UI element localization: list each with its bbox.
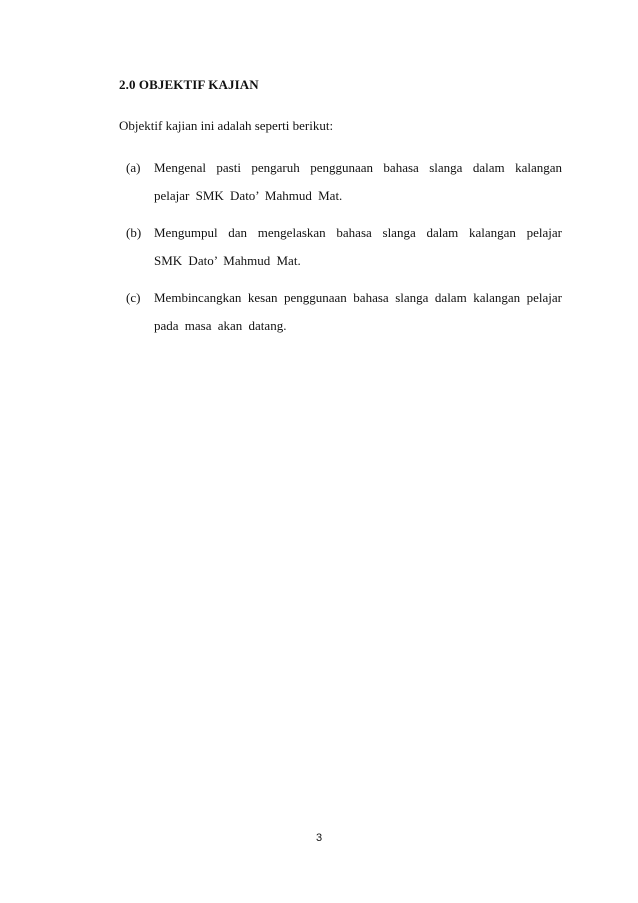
- objective-text: Membincangkan kesan penggunaan bahasa slanga dalam kalangan pelajar pada masa akan datang.: [154, 290, 562, 333]
- section-heading: 2.0 OBJEKTIF KAJIAN: [119, 77, 259, 92]
- intro-paragraph: Objektif kajian ini adalah seperti berikut:: [119, 118, 334, 133]
- objective-text: Mengumpul dan mengelaskan bahasa slanga dalam kalangan pelajar SMK Dato’ Mahmud Mat.: [154, 225, 562, 268]
- objective-item-b: [126, 219, 562, 275]
- objective-marker: (c): [126, 290, 141, 305]
- objective-marker: (b): [126, 225, 142, 240]
- objective-item-a: [126, 154, 562, 210]
- objective-item-c: [126, 284, 562, 340]
- page-number: 3: [315, 832, 323, 844]
- objectives-list: [126, 154, 562, 349]
- objective-marker: (a): [126, 160, 141, 175]
- objective-text: Mengenal pasti pengaruh penggunaan bahasa slanga dalam kalangan pelajar SMK Dato’ Mahmud Mat.: [154, 160, 562, 203]
